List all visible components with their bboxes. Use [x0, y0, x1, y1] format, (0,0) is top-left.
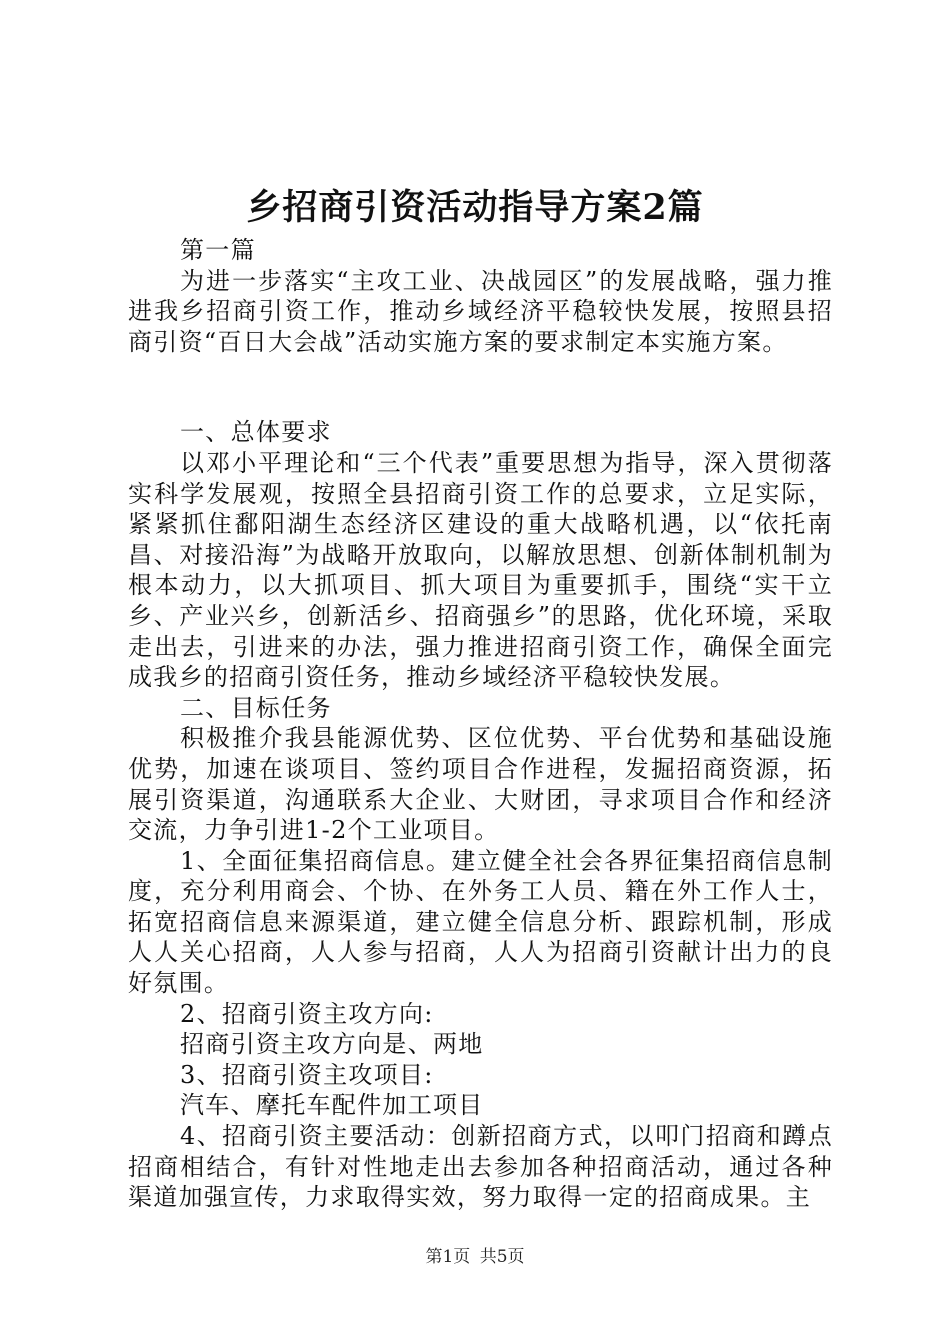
list-item-heading: 3、招商引资主攻项目: [180, 1060, 434, 1089]
page-total: 共5页 [479, 1247, 525, 1267]
document-title: 乡招商引资活动指导方案2篇 [246, 187, 704, 228]
intro-paragraph: 为进一步落实“主攻工业、决战园区”的发展战略，强力推进我乡招商引资工作，推动乡域经济平稳较快发展，按照县招商引资“百日大会战”活动实施方案的要求制定本实施方案。 [128, 266, 833, 356]
list-item-heading: 2、招商引资主攻方向: [180, 999, 434, 1028]
body-paragraph: 1、全面征集招商信息。建立健全社会各界征集招商信息制度，充分利用商会、个协、在外务工人员、籍在外工作人士，拓宽招商信息来源渠道，建立健全信息分析、跟踪机制，形成人人关心招商，人人参与招商，人人为招商引资献计出力的良好氛围。 [128, 846, 833, 998]
body-paragraph: 招商引资主攻方向是、两地 [180, 1030, 484, 1059]
body-paragraph: 汽车、摩托车配件加工项目 [180, 1091, 484, 1120]
section-heading: 第一篇 [180, 236, 256, 264]
section-heading: 一、总体要求 [180, 418, 332, 447]
body-paragraph: 以邓小平理论和“三个代表”重要思想为指导，深入贯彻落实科学发展观，按照全县招商引资工作的总要求，立足实际，紧紧抓住鄱阳湖生态经济区建设的重大战略机遇，以“依托南昌、对接沿海”为战略开放取向，以解放思想、创新体制机制为根本动力，以大抓项目、抓大项目为重要抓手，围绕“实干立乡、产业兴乡，创新活乡、招商强乡”的思路，优化环境，采取走出去，引进来的办法，强力推进招商引资工作，确保全面完成我乡的招商引资任务，推动乡域经济平稳较快发展。 [128, 448, 833, 692]
body-paragraph: 积极推介我县能源优势、区位优势、平台优势和基础设施优势，加速在谈项目、签约项目合作进程，发掘招商资源，拓展引资渠道，沟通联系大企业、大财团，寻求项目合作和经济交流，力争引进1-2个工业项目。 [128, 724, 833, 845]
section-heading: 二、目标任务 [180, 693, 332, 722]
page-footer [0, 1245, 950, 1269]
document-body [128, 235, 833, 1213]
paragraph-spacer [128, 357, 833, 417]
body-paragraph: 4、招商引资主要活动：创新招商方式，以叩门招商和蹲点招商相结合，有针对性地走出去参加各种招商活动，通过各种渠道加强宣传，力求取得实效，努力取得一定的招商成果。主 [128, 1122, 833, 1212]
page-number: 第1页 [425, 1247, 471, 1267]
